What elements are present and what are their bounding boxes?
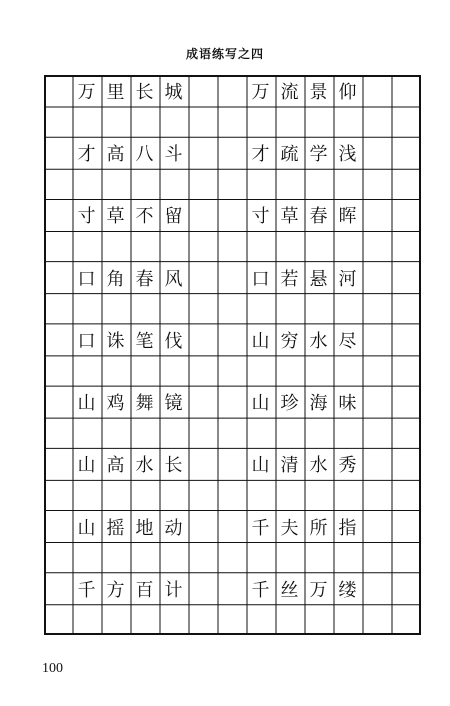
idiom-char: 高	[106, 455, 125, 477]
idiom-char: 口	[77, 330, 96, 352]
idiom-char: 味	[338, 393, 357, 415]
idiom-char: 千	[251, 579, 270, 601]
idiom-char: 浅	[338, 144, 357, 166]
idiom-char: 指	[338, 517, 357, 539]
idiom-char: 才	[251, 144, 270, 166]
idiom-char: 留	[164, 206, 183, 228]
idiom-char: 摇	[106, 517, 125, 539]
idiom-char: 河	[338, 268, 357, 290]
idiom-char: 长	[164, 455, 183, 477]
idiom-char: 里	[106, 82, 125, 103]
idiom-char: 高	[106, 144, 125, 166]
idiom-char: 动	[164, 517, 183, 539]
idiom-char: 百	[135, 579, 154, 601]
idiom-char: 诛	[106, 330, 125, 352]
practice-grid	[44, 75, 421, 635]
idiom-char: 千	[77, 579, 96, 601]
idiom-char: 春	[309, 206, 328, 228]
idiom-char: 口	[77, 268, 96, 290]
idiom-char: 缕	[338, 579, 357, 601]
idiom-char: 悬	[309, 268, 328, 290]
idiom-char: 仰	[338, 82, 357, 103]
idiom-char: 伐	[164, 330, 183, 352]
idiom-char: 斗	[164, 144, 183, 166]
idiom-char: 所	[309, 517, 328, 539]
idiom-char: 山	[251, 393, 270, 415]
idiom-char: 口	[251, 268, 270, 290]
idiom-char: 山	[77, 455, 96, 477]
idiom-char: 水	[309, 455, 328, 477]
idiom-char: 海	[309, 393, 328, 415]
idiom-char: 山	[251, 330, 270, 352]
idiom-char: 晖	[338, 206, 357, 228]
idiom-char: 寸	[77, 206, 96, 228]
idiom-char: 镜	[164, 393, 183, 415]
idiom-char: 珍	[280, 393, 299, 415]
page-title: 成语练写之四	[185, 47, 264, 61]
idiom-char: 春	[135, 268, 154, 290]
idiom-char: 学	[309, 144, 328, 166]
idiom-char: 万	[77, 82, 96, 103]
idiom-char: 秀	[338, 455, 357, 477]
idiom-char: 风	[164, 268, 183, 290]
idiom-char: 尽	[338, 330, 357, 352]
idiom-char: 角	[106, 268, 125, 290]
idiom-char: 草	[106, 206, 125, 228]
idiom-char: 万	[251, 82, 270, 103]
idiom-char: 万	[309, 579, 328, 601]
idiom-char: 千	[251, 517, 270, 539]
idiom-char: 穷	[280, 330, 299, 352]
idiom-char: 水	[135, 455, 154, 477]
idiom-char: 草	[280, 206, 299, 228]
idiom-char: 城	[164, 82, 183, 103]
grid-lines	[44, 75, 421, 635]
idiom-char: 长	[135, 82, 154, 103]
idiom-char: 水	[309, 330, 328, 352]
idiom-char: 才	[77, 144, 96, 166]
idiom-char: 山	[77, 393, 96, 415]
idiom-char: 山	[77, 517, 96, 539]
idiom-char: 丝	[280, 579, 299, 601]
idiom-char: 疏	[280, 144, 299, 166]
idiom-char: 计	[164, 579, 183, 601]
idiom-char: 八	[135, 144, 154, 166]
idiom-char: 清	[280, 455, 299, 477]
idiom-char: 流	[280, 82, 299, 103]
idiom-char: 若	[280, 268, 299, 290]
idiom-char: 山	[251, 455, 270, 477]
idiom-char: 景	[309, 82, 328, 103]
idiom-char: 寸	[251, 206, 270, 228]
page-number: 100	[42, 661, 63, 676]
idiom-char: 舞	[135, 393, 154, 415]
idiom-char: 不	[135, 206, 154, 228]
idiom-char: 笔	[135, 330, 154, 352]
idiom-char: 鸡	[106, 393, 125, 415]
idiom-char: 地	[135, 517, 154, 539]
idiom-char: 夫	[280, 517, 299, 539]
idiom-char: 方	[106, 579, 125, 601]
